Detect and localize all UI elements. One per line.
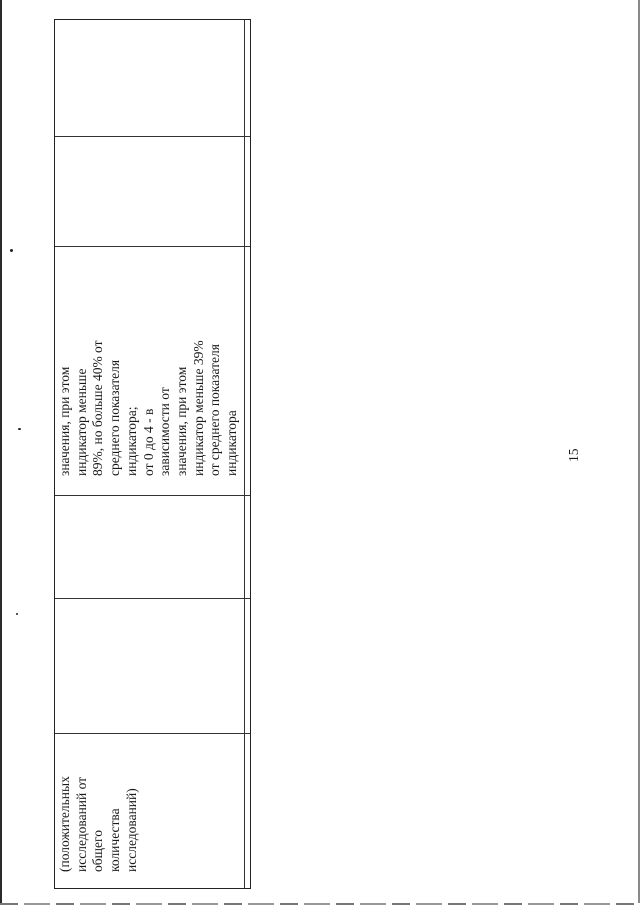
table-column-border xyxy=(55,598,250,599)
cell-line: зависимости от xyxy=(157,387,173,476)
cell-line: значения, при этом xyxy=(57,366,72,476)
cell-line: от 0 до 4 - в xyxy=(140,408,156,476)
scan-speck xyxy=(18,428,21,430)
table-cell-indicator-name xyxy=(57,776,141,872)
cell-line: индикатор меньше 39% xyxy=(190,340,206,476)
table-column-border xyxy=(55,733,250,734)
cell-line: индикатора; xyxy=(123,406,139,476)
cell-line: (положительных xyxy=(57,776,72,872)
cell-line: общего xyxy=(90,830,106,872)
table-row-border xyxy=(244,20,245,888)
cell-line: среднего показателя xyxy=(107,359,123,476)
rotated-table xyxy=(54,19,251,889)
table-cell-criteria xyxy=(57,340,241,476)
cell-line: от среднего показателя xyxy=(207,344,223,476)
table-column-border xyxy=(55,246,250,247)
table-column-border xyxy=(55,136,250,137)
cell-line: количества xyxy=(107,808,123,872)
cell-line: индикатор меньше xyxy=(73,368,89,476)
scan-speck xyxy=(10,249,13,252)
cell-line: исследований) xyxy=(123,788,139,872)
page-edge-left xyxy=(0,0,2,905)
cell-line: значения, при этом xyxy=(173,366,189,476)
cell-line: индикатора xyxy=(224,410,240,476)
cell-line: 89%, но больше 40% от xyxy=(90,340,106,476)
table-column-border xyxy=(55,495,250,496)
scan-speck xyxy=(16,613,18,615)
page-number: 15 xyxy=(566,448,581,462)
cell-line: исследований от xyxy=(73,776,89,872)
